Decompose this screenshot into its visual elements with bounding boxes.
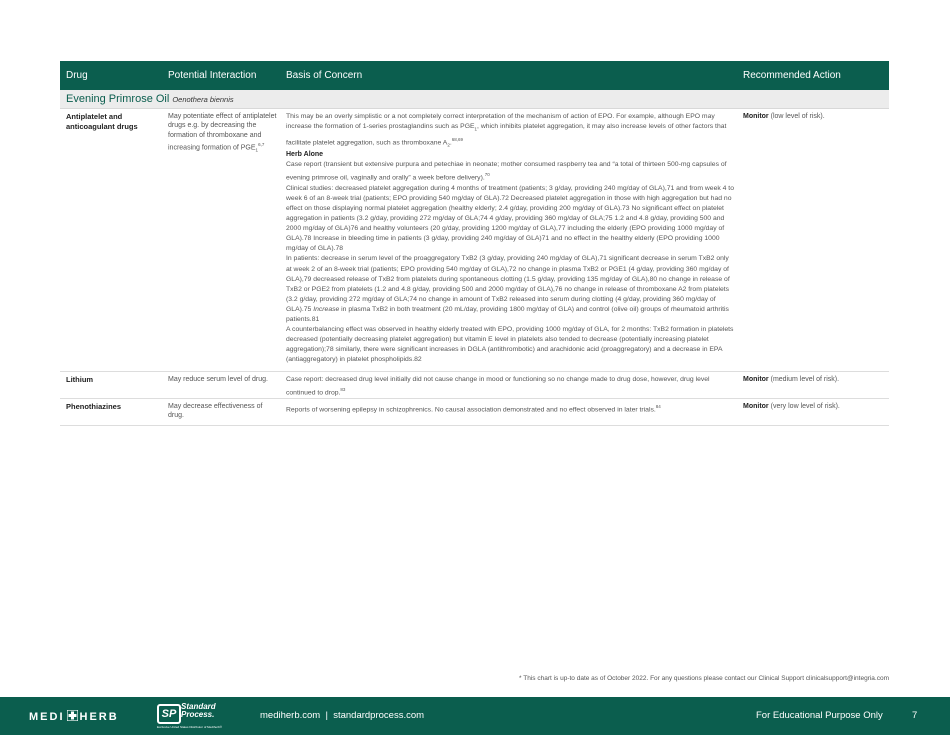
basis-of-concern: Reports of worsening epilepsy in schizophrenics. No causal association demonstrated and no effect observed in later trials.$^{84}$ — [286, 404, 661, 414]
recommended-action: Monitor (very low level of risk). — [743, 403, 840, 410]
basis-of-concern: This may be an overly simplistic or a not completely correct interpretation of the mechanism of action of EPO. For example, although EPO may increase the formation of 1-series prostaglandins such as $PGE_1$, which inhibits platelet aggregation, it may also increase levels of other factors that facilitate platelet aggregation, such as thromboxane $A_2.^{68,69}$ Herb Alone Case report (transient but extensive purpura and petechiae in neonate; mother consumed raspberry tea and “a total of thirteen 500-mg capsules of evening primrose oil, vaginally and orally” a week before delivery).$^{70}$ Clinical studies: decreased platelet aggregation during 4 months of treatment (patients; 3 g/day, providing 240 mg/day of GLA),71 and from week 4 to week 6 of an 8-week trial (patients; EPO providing 540 mg/day of GLA).72 Decreased platelet aggregation in those with high aggregation but had no effect on those displaying normal platelet aggregation (healthy elderly; 2.4 g/day, providing 200 mg/day of GLA).73 No significant effect on platelet aggregation in patients (3.2 g/day, providing 272 mg/day of GLA;74 4 g/day, providing 360 mg/day of GLA;75 1.2 and 4.8 g/day, providing 500 and 2000 mg/day of GLA)76 and healthy volunteers (20 g/day, providing 1200 mg/day of GLA),77 including the elderly (EPO providing 1000 mg/day of GLA).78 Increase in bleeding time in patients (3 g/day, providing 240 mg/day of GLA)71 and no effect in the healthy elderly (EPO providing 1000 mg/day of GLA).78 In patients: decrease in serum level of the proaggregatory TxB2 (3 g/day, providing 240 mg/day of GLA),71 significant decrease in serum TxB2 only at week 2 of an 8-week trial (patients; EPO providing 540 mg/day of GLA),72 no change in plasma TxB2 or PGE1 (4 g/day, providing 360 mg/day of GLA),79 decreased release of TxB2 from platelets during spontaneous clotting (1.5 g/day, providing 135 mg/day of GLA),80 no change in release of TxB2 or PGE2 from platelets (1.2 and 4.8 g/day, providing 500 and 2000 mg/day of GLA),76 no change in release of thromboxane A2 from platelets (3.2 g/day, providing 272 mg/day of GLA;74 no change in amount of TxB2 released into serum during clotting (4 g/day, providing 360 mg/day of GLA).75 Increase in plasma TxB2 in both treatment (20 mL/day, providing 1800 mg/day of GLA) and control (olive oil) groups of rheumatoid arthritis patients.81 A counterbalancing effect was observed in healthy elderly treated with EPO, providing 1000 mg/day of GLA, for 2 months: TxB2 formation in platelets decreased (potentially decreasing platelet aggregation) but vitamin E level in platelets also tended to decrease (potentially increasing platelet aggregation);78 similarly, there were significant increases in DGLA (antithrombotic) and arachidonic acid (proaggregatory) and a decrease in EPA (antiaggregatory) in platelet phospholipids.82 — [286, 112, 736, 366]
standard-process-mark-icon: SP — [157, 704, 181, 724]
potential-interaction: May decrease effectiveness of drug. — [168, 403, 263, 420]
educational-notice: For Educational Purpose Only — [756, 710, 883, 721]
mediherb-cross-icon — [67, 710, 78, 721]
header-interaction: Potential Interaction — [168, 70, 257, 81]
table-row — [60, 109, 889, 372]
recommended-action: Monitor (low level of risk). — [743, 113, 825, 120]
footer-links[interactable]: mediherb.com | standardprocess.com — [260, 710, 425, 721]
herb-name: Evening Primrose Oil — [66, 93, 170, 105]
page-number: 7 — [912, 710, 918, 721]
mediherb-logo[interactable]: MEDI HERB — [29, 711, 119, 723]
drug-name: Lithium — [66, 375, 94, 384]
header-action: Recommended Action — [743, 70, 841, 81]
interaction-table — [60, 61, 889, 426]
header-basis: Basis of Concern — [286, 70, 363, 81]
standard-process-logo[interactable]: SP Standard Process. Exclusive United States Distributor of Mediherb® — [157, 702, 222, 729]
drug-name: Phenothiazines — [66, 402, 122, 411]
footer-bar — [0, 697, 950, 735]
herb-section-header — [60, 90, 889, 109]
basis-of-concern: Case report: decreased drug level initially did not cause change in mood or functioning so no change made to drug dose, however, drug level continued to drop.$^{83}$ — [286, 376, 710, 397]
drug-name: Antiplatelet and anticoagulant drugs — [66, 112, 138, 131]
recommended-action: Monitor (medium level of risk). — [743, 376, 840, 383]
table-row — [60, 399, 889, 426]
footnote: * This chart is up-to date as of October 2022. For any questions please contact our Clinical Support clinicalsupport@integria.com — [519, 675, 889, 682]
herb-latin-name: Oenothera biennis — [172, 95, 234, 104]
table-row — [60, 372, 889, 399]
herb-alone-subheading: Herb Alone — [286, 151, 324, 159]
table-header — [60, 61, 889, 90]
header-drug: Drug — [66, 70, 88, 81]
potential-interaction: May reduce serum level of drug. — [168, 376, 268, 383]
potential-interaction: May potentiate effect of antiplatelet drugs e.g. by decreasing the formation of thromboxane and increasing formation of $PGE_1^{6,7}$ — [168, 113, 277, 153]
